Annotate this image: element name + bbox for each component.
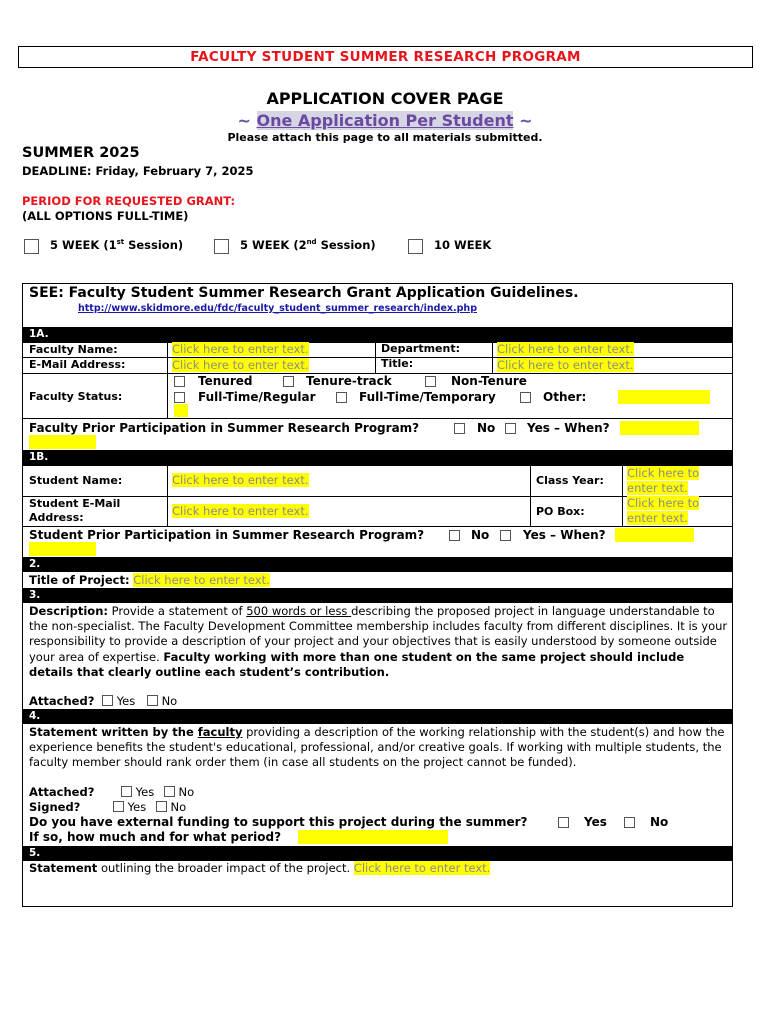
faculty-prior-when-field-cont[interactable] xyxy=(29,435,96,449)
full-time-regular-checkbox[interactable] xyxy=(174,392,185,403)
statement-attached-yes-checkbox[interactable] xyxy=(121,786,132,797)
funding-detail-field[interactable] xyxy=(298,830,448,844)
project-title-label: Title of Project: xyxy=(29,573,130,587)
department-field[interactable]: Click here to enter text. xyxy=(497,342,634,356)
non-tenure-label: Non-Tenure xyxy=(451,374,527,388)
student-prior-when-field[interactable] xyxy=(615,528,694,542)
other-status-checkbox[interactable] xyxy=(520,392,531,403)
guidelines-link[interactable]: http://www.skidmore.edu/fdc/faculty_student_summer_research/index.php xyxy=(78,303,477,314)
funding-yes-label: Yes xyxy=(584,815,607,829)
description-text: Description: Provide a statement of 500 words or less describing the proposed project in language understandable to the non-specialist. The Faculty Development Committee membership includes faculty from different disciplines. It is your responsibility to provide a description of your project and your objectives that is easily understood by someone outside your area of expertise. Faculty working with more than one student on the same project should include details that clearly outline each student’s contribution. xyxy=(29,604,728,679)
project-title-row xyxy=(29,573,270,588)
faculty-email-field[interactable]: Click here to enter text. xyxy=(172,358,309,372)
period-5week-1-label: 5 WEEK (1st Session) xyxy=(50,238,184,252)
subtitle: One Application Per Student xyxy=(256,111,514,130)
cover-title: APPLICATION COVER PAGE xyxy=(266,89,504,108)
subtitle-line xyxy=(0,111,770,130)
student-prior-yes-label: Yes – When? xyxy=(523,528,606,542)
statement-signed-row: Signed? Yes No xyxy=(29,800,187,814)
full-time-temporary-label: Full-Time/Temporary xyxy=(359,390,496,404)
deadline: DEADLINE: Friday, February 7, 2025 xyxy=(22,164,254,178)
other-status-label: Other: xyxy=(543,390,587,404)
section-3-bar: 3. xyxy=(23,588,732,603)
attach-note: Please attach this page to all materials submitted. xyxy=(227,131,543,144)
guidelines-heading: SEE: Faculty Student Summer Research Grant Application Guidelines. xyxy=(29,285,579,301)
faculty-status-label: Faculty Status: xyxy=(29,390,123,403)
faculty-prior-when-field[interactable] xyxy=(620,421,699,435)
period-heading: PERIOD FOR REQUESTED GRANT: xyxy=(22,194,236,208)
statement-signed-no-checkbox[interactable] xyxy=(156,801,167,812)
funding-question: Do you have external funding to support this project during the summer? xyxy=(29,815,528,829)
student-prior-when-field-cont[interactable] xyxy=(29,542,96,556)
class-year-field[interactable]: Click here to enter text. xyxy=(627,466,700,495)
department-label: Department: xyxy=(381,342,460,355)
tenure-track-label: Tenure-track xyxy=(306,374,392,388)
description-attached-yes-checkbox[interactable] xyxy=(102,695,113,706)
faculty-statement-text: Statement written by the faculty providing a description of the working relationship with the student(s) and how the experience benefits the student's educational, professional, and/or creative goals. If working with multiple students, the faculty member should rank order them (in case all students on the project cannot be funded). xyxy=(29,725,725,770)
project-title-field[interactable]: Click here to enter text. xyxy=(133,573,270,587)
statement-attached-row: Attached? Yes No xyxy=(29,785,195,799)
period-note: (ALL OPTIONS FULL-TIME) xyxy=(22,209,189,223)
tilde-left: ~ xyxy=(237,111,251,130)
faculty-prior-label: Faculty Prior Participation in Summer Research Program? xyxy=(29,421,420,435)
faculty-email-label: E-Mail Address: xyxy=(29,358,126,371)
funding-detail-label: If so, how much and for what period? xyxy=(29,830,282,844)
description-attached-no-label: No xyxy=(161,694,178,708)
broader-impact-row: Statement outlining the broader impact of the project. Click here to enter text. xyxy=(29,861,491,875)
full-time-temporary-checkbox[interactable] xyxy=(336,392,347,403)
full-time-regular-label: Full-Time/Regular xyxy=(198,390,316,404)
period-5week-2-label: 5 WEEK (2nd Session) xyxy=(240,238,376,252)
description-attached-no-checkbox[interactable] xyxy=(147,695,158,706)
period-10week-label: 10 WEEK xyxy=(434,238,492,252)
student-prior-no-label: No xyxy=(471,528,490,542)
other-status-field-cont[interactable] xyxy=(174,404,188,417)
student-name-label: Student Name: xyxy=(29,474,123,487)
description-attached-yes-label: Yes xyxy=(116,694,136,708)
faculty-title-label: Title: xyxy=(381,357,414,370)
funding-no-checkbox[interactable] xyxy=(624,817,635,828)
faculty-prior-no-checkbox[interactable] xyxy=(454,423,465,434)
faculty-prior-yes-label: Yes – When? xyxy=(527,421,610,435)
student-prior-label: Student Prior Participation in Summer Research Program? xyxy=(29,528,425,542)
period-10week-checkbox[interactable] xyxy=(408,239,423,254)
po-box-field[interactable]: Click here to enter text. xyxy=(627,496,700,525)
section-5-bar: 5. xyxy=(23,846,732,861)
season: SUMMER 2025 xyxy=(22,145,140,161)
class-year-label: Class Year: xyxy=(536,474,604,487)
tilde-right: ~ xyxy=(519,111,533,130)
funding-yes-checkbox[interactable] xyxy=(558,817,569,828)
tenured-checkbox[interactable] xyxy=(174,376,185,387)
faculty-prior-yes-checkbox[interactable] xyxy=(505,423,516,434)
faculty-prior-no-label: No xyxy=(477,421,496,435)
faculty-title-field[interactable]: Click here to enter text. xyxy=(497,358,634,372)
non-tenure-checkbox[interactable] xyxy=(425,376,436,387)
student-prior-no-checkbox[interactable] xyxy=(449,530,460,541)
section-4-bar: 4. xyxy=(23,709,732,724)
program-title: FACULTY STUDENT SUMMER RESEARCH PROGRAM xyxy=(18,46,753,68)
student-email-field[interactable]: Click here to enter text. xyxy=(172,504,309,518)
section-1b-bar: 1B. xyxy=(23,450,732,465)
tenure-track-checkbox[interactable] xyxy=(283,376,294,387)
faculty-name-field[interactable]: Click here to enter text. xyxy=(172,342,309,356)
po-box-label: PO Box: xyxy=(536,505,585,518)
student-name-field[interactable]: Click here to enter text. xyxy=(172,473,309,487)
statement-attached-no-checkbox[interactable] xyxy=(164,786,175,797)
broader-impact-field[interactable]: Click here to enter text. xyxy=(353,861,491,875)
other-status-field[interactable] xyxy=(618,390,710,404)
faculty-name-label: Faculty Name: xyxy=(29,343,118,356)
tenured-label: Tenured xyxy=(198,374,253,388)
section-2-bar: 2. xyxy=(23,557,732,572)
section-1a-bar: 1A. xyxy=(23,327,732,342)
description-attached-row: Attached? Yes No xyxy=(29,694,178,708)
statement-signed-yes-checkbox[interactable] xyxy=(113,801,124,812)
student-email-label: Student E-Mail Address: xyxy=(29,497,121,524)
period-5week-1-checkbox[interactable] xyxy=(24,239,39,254)
student-prior-yes-checkbox[interactable] xyxy=(500,530,511,541)
period-5week-2-checkbox[interactable] xyxy=(214,239,229,254)
funding-no-label: No xyxy=(650,815,669,829)
